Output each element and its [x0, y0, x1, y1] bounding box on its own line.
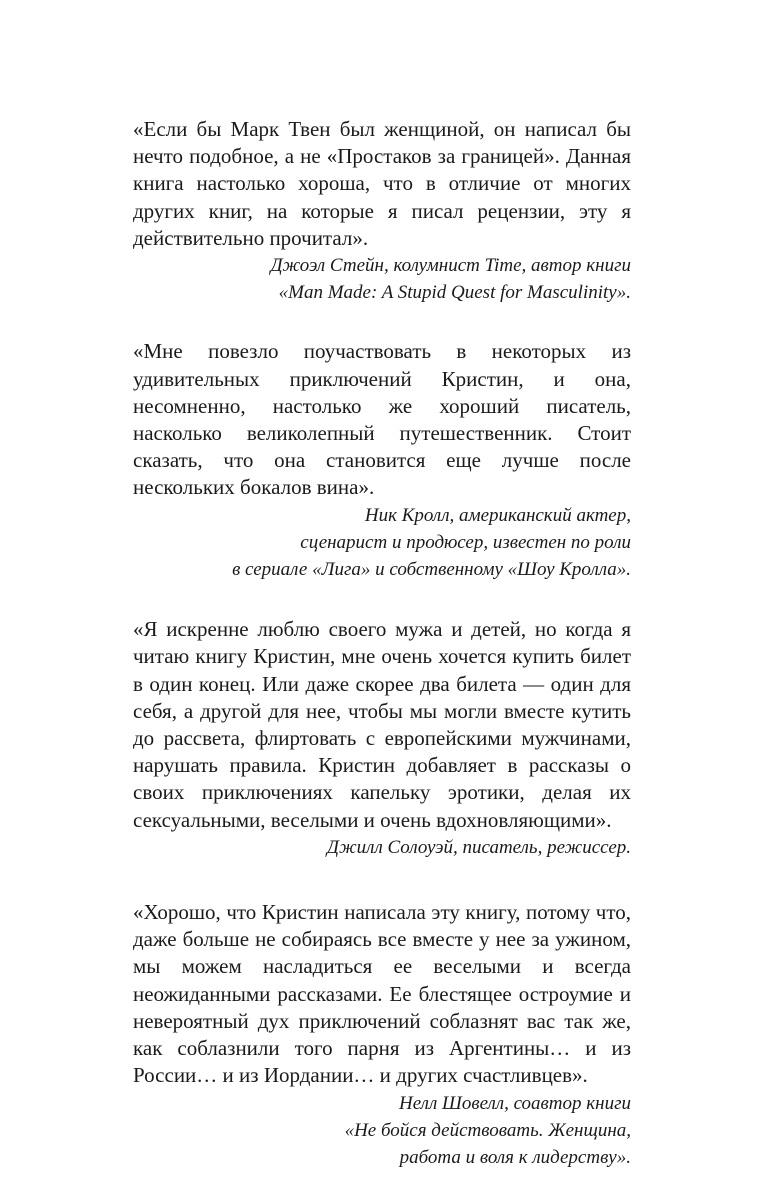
attribution-line: в сериале «Лига» и собственному «Шоу Кролла». [232, 559, 631, 581]
blurb-nell-scovell [133, 899, 631, 1171]
blurb-quote: «Хорошо, что Кристин написала эту книгу, потому что, даже больше не собираясь все вместе у нее за ужином, мы можем насладиться ее веселыми и всегда неожиданными рассказами. Ее блестящее остроумие и невероятный дух приключений соблазнят вас так же, как соблазнили того парня из Аргентины… и из России… и из Иордании… и других счастливцев». [133, 900, 631, 1088]
attribution-line: Джилл Солоуэй, писатель, режиссер. [326, 836, 631, 858]
blurb-attribution [133, 1090, 631, 1172]
blurbs-page [133, 116, 631, 1171]
blurb-attribution [133, 502, 631, 584]
blurb-jill-soloway [133, 616, 631, 861]
attribution-line: Джоэл Стейн, колумнист Time, автор книги [270, 255, 631, 277]
attribution-line: «Man Made: A Stupid Quest for Masculinity». [278, 282, 631, 304]
attribution-line: работа и воля к лидерству». [399, 1146, 631, 1168]
blurb-quote: «Мне повезло поучаствовать в некоторых из удивительных приключений Кристин, и она, несомненно, настолько же хороший писатель, насколько великолепный путешественник. Стоит сказать, что она становится еще лучше после нескольких бокалов вина». [133, 339, 631, 500]
blurb-attribution [133, 252, 631, 306]
blurb-joel-stein [133, 116, 631, 306]
blurb-attribution [133, 834, 631, 861]
blurb-nick-kroll [133, 338, 631, 583]
attribution-line: Нелл Шовелл, соавтор книги [399, 1092, 631, 1114]
attribution-line: сценарист и продюсер, известен по роли [300, 531, 631, 553]
attribution-line: Ник Кролл, американский актер, [364, 504, 631, 526]
blurb-quote: «Я искренне люблю своего мужа и детей, но когда я читаю книгу Кристин, мне очень хочется купить билет в один конец. Или даже скорее два билета — один для себя, а другой для нее, чтобы мы могли вместе кутить до рассвета, флиртовать с европейскими мужчинами, нарушать правила. Кристин добавляет в рассказы о своих приключениях капельку эротики, делая их сексуальными, веселыми и очень вдохновляющими». [133, 617, 631, 832]
attribution-line: «Не бойся действовать. Женщина, [344, 1119, 631, 1141]
blurb-quote: «Если бы Марк Твен был женщиной, он написал бы нечто подобное, а не «Простаков за границей». Данная книга настолько хороша, что в отличие от многих других книг, на которые я писал рецензии, эту я действительно прочитал». [133, 117, 631, 250]
